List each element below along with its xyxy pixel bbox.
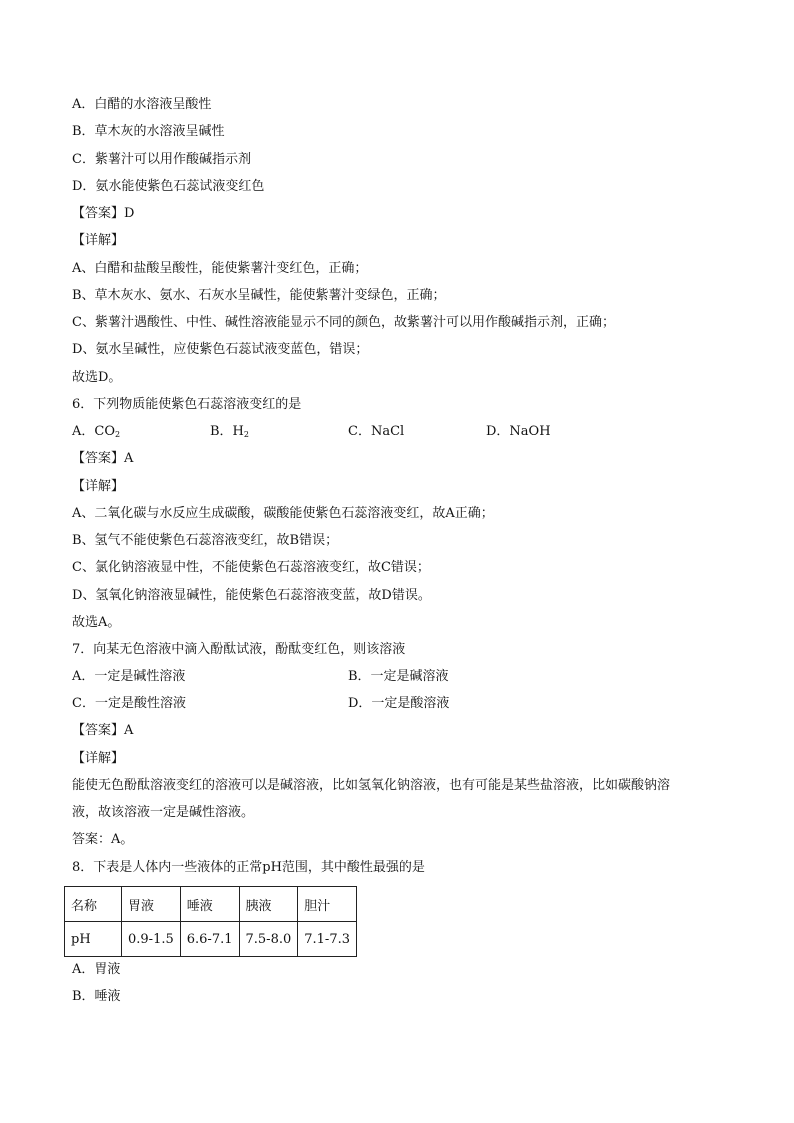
q6-conclusion: 故选A。 (72, 615, 121, 630)
q7-conclusion: 答案：A。 (72, 832, 134, 847)
q6-explanation-a: A、二氧化碳与水反应生成碳酸，碳酸能使紫色石蕊溶液变红，故A正确； (72, 506, 494, 521)
q8-option-b: B．唾液 (72, 989, 121, 1004)
q5-conclusion: 故选D。 (72, 370, 122, 385)
q7-explanation-line1: 能使无色酚酞溶液变红的溶液可以是碱溶液，比如氢氧化钠溶液，也有可能是某些盐溶液，比如碳酸钠溶 (72, 778, 671, 793)
q6-stem: 6．下列物质能使紫色石蕊溶液变红的是 (72, 397, 302, 412)
table-row (65, 922, 357, 957)
q6-explanation-c: C、氯化钠溶液显中性，不能使紫色石蕊溶液变红，故C错误； (72, 560, 430, 575)
q5-explanation-c: C、紫薯汁遇酸性、中性、碱性溶液能显示不同的颜色，故紫薯汁可以用作酸碱指示剂，正确； (72, 315, 615, 330)
q7-option-c: C．一定是酸性溶液 (72, 696, 186, 711)
q5-detail-label: 【详解】 (72, 233, 125, 248)
table-cell: 胰液 (239, 887, 298, 922)
q6-explanation-b: B、氢气不能使紫色石蕊溶液变红，故B错误； (72, 533, 339, 548)
q5-option-b: B．草木灰的水溶液呈碱性 (72, 124, 225, 139)
q6-option-d: D．NaOH (486, 424, 551, 439)
ph-table (64, 886, 357, 957)
q6-explanation-d: D、氢氧化钠溶液显碱性，能使紫色石蕊溶液变蓝，故D错误。 (72, 588, 431, 603)
table-cell: 7.5-8.0 (239, 922, 298, 957)
q8-stem: 8．下表是人体内一些液体的正常pH范围，其中酸性最强的是 (72, 860, 425, 875)
q5-explanation-b: B、草木灰水、氨水、石灰水呈碱性，能使紫薯汁变绿色，正确； (72, 288, 446, 303)
q6-detail-label: 【详解】 (72, 479, 125, 494)
q6-option-b: B．$H_2$ (210, 424, 249, 439)
table-cell: 7.1-7.3 (298, 922, 357, 957)
q7-answer: 【答案】A (72, 723, 134, 738)
q7-explanation-line2: 液，故该溶液一定是碱性溶液。 (72, 805, 255, 820)
q5-explanation-d: D、氨水呈碱性，应使紫色石蕊试液变蓝色，错误； (72, 342, 369, 357)
q7-option-d: D．一定是酸溶液 (348, 696, 450, 711)
q5-explanation-a: A、白醋和盐酸呈酸性，能使紫薯汁变红色，正确； (72, 261, 368, 276)
q5-answer: 【答案】D (72, 206, 135, 221)
table-cell: 0.9-1.5 (122, 922, 181, 957)
table-cell: 唾液 (180, 887, 239, 922)
q6-option-a: A．$CO_2$ (72, 424, 121, 439)
q7-option-b: B．一定是碱溶液 (348, 669, 449, 684)
q7-stem: 7．向某无色溶液中滴入酚酞试液，酚酞变红色，则该溶液 (72, 642, 406, 657)
table-cell: 6.6-7.1 (180, 922, 239, 957)
table-cell: 名称 (65, 887, 122, 922)
table-cell: 胆汁 (298, 887, 357, 922)
q5-option-a: A．白醋的水溶液呈酸性 (72, 97, 212, 112)
q8-option-a: A．胃液 (72, 962, 121, 977)
q5-option-c: C．紫薯汁可以用作酸碱指示剂 (72, 152, 251, 167)
table-cell: pH (65, 922, 122, 957)
table-header-row (65, 887, 357, 922)
q7-option-a: A．一定是碱性溶液 (72, 669, 186, 684)
q6-answer: 【答案】A (72, 451, 134, 466)
q7-detail-label: 【详解】 (72, 751, 125, 766)
q6-option-c: C．NaCl (348, 424, 405, 439)
q5-option-d: D．氨水能使紫色石蕊试液变红色 (72, 179, 265, 194)
table-cell: 胃液 (122, 887, 181, 922)
